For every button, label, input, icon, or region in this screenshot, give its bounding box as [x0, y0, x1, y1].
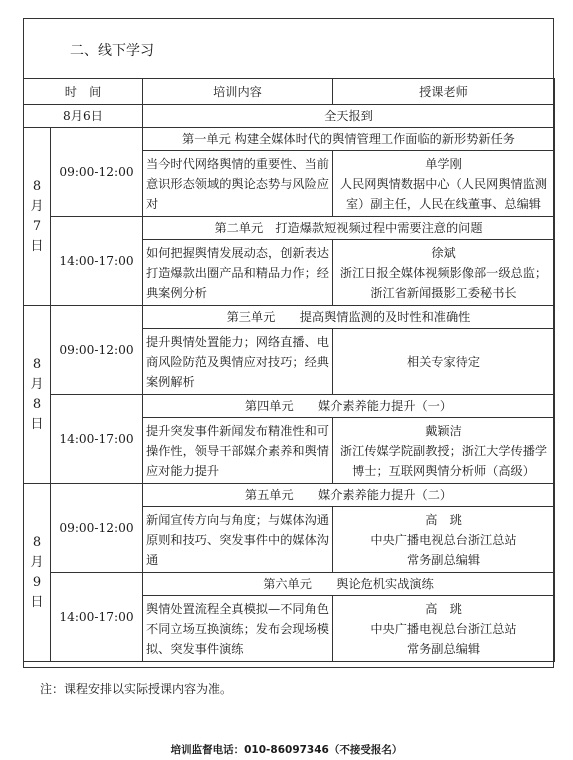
unit-row	[24, 395, 555, 418]
unit-row	[24, 484, 555, 507]
schedule-note: 注：课程安排以实际授课内容为准。	[40, 682, 233, 696]
time-slot: 09:00-12:00	[51, 306, 143, 395]
registration-date: 8月6日	[24, 105, 143, 128]
time-slot: 09:00-12:00	[51, 484, 143, 573]
session-content: 舆情处置流程全真模拟—不同角色不同立场互换演练；发布会现场模拟、突发事件演练	[143, 596, 333, 662]
session-teacher: 单学刚 人民网舆情数据中心（人民网舆情监测室）副主任，人民在线董事、总编辑	[333, 151, 555, 217]
session-content: 如何把握舆情发展动态，创新表达打造爆款出圈产品和精品力作；经典案例分析	[143, 240, 333, 306]
time-slot: 09:00-12:00	[51, 128, 143, 217]
registration-row	[24, 105, 555, 128]
time-slot: 14:00-17:00	[51, 573, 143, 662]
header-content: 培训内容	[143, 79, 333, 105]
day-label: 8 月 7 日	[24, 128, 51, 306]
day-label: 8 月 9 日	[24, 484, 51, 662]
session-content: 提升舆情处置能力；网络直播、电商风险防范及舆情应对技巧；经典案例解析	[143, 329, 333, 395]
unit-title: 第三单元 提高舆情监测的及时性和准确性	[143, 306, 555, 329]
header-time: 时 间	[24, 79, 143, 105]
time-slot: 14:00-17:00	[51, 217, 143, 306]
unit-row	[24, 573, 555, 596]
session-content: 提升突发事件新闻发布精准性和可操作性，领导干部媒介素养和舆情应对能力提升	[143, 418, 333, 484]
session-teacher: 戴颖洁 浙江传媒学院副教授；浙江大学传播学博士；互联网舆情分析师（高级）	[333, 418, 555, 484]
session-teacher: 高 珧 中央广播电视总台浙江总站 常务副总编辑	[333, 507, 555, 573]
unit-title: 第五单元 媒介素养能力提升（二）	[143, 484, 555, 507]
registration-text: 全天报到	[143, 105, 555, 128]
session-content: 当今时代网络舆情的重要性、当前意识形态领域的舆论态势与风险应对	[143, 151, 333, 217]
header-teacher: 授课老师	[333, 79, 555, 105]
unit-title: 第一单元 构建全媒体时代的舆情管理工作面临的新形势新任务	[143, 128, 555, 151]
unit-row	[24, 217, 555, 240]
unit-title: 第四单元 媒介素养能力提升（一）	[143, 395, 555, 418]
unit-title: 第二单元 打造爆款短视频过程中需要注意的问题	[143, 217, 555, 240]
unit-title: 第六单元 舆论危机实战演练	[143, 573, 555, 596]
supervision-phone: 培训监督电话：010-86097346（不接受报名）	[170, 744, 403, 756]
day-label: 8 月 8 日	[24, 306, 51, 484]
section-title: 二、线下学习	[70, 43, 154, 59]
schedule-table	[23, 78, 555, 662]
session-teacher: 相关专家待定	[333, 329, 555, 395]
session-teacher: 徐斌 浙江日报全媒体视频影像部一级总监； 浙江省新闻摄影工委秘书长	[333, 240, 555, 306]
session-teacher: 高 珧 中央广播电视总台浙江总站 常务副总编辑	[333, 596, 555, 662]
unit-row	[24, 128, 555, 151]
session-content: 新闻宣传方向与角度；与媒体沟通原则和技巧、突发事件中的媒体沟通	[143, 507, 333, 573]
table-header-row	[24, 79, 555, 105]
unit-row	[24, 306, 555, 329]
time-slot: 14:00-17:00	[51, 395, 143, 484]
